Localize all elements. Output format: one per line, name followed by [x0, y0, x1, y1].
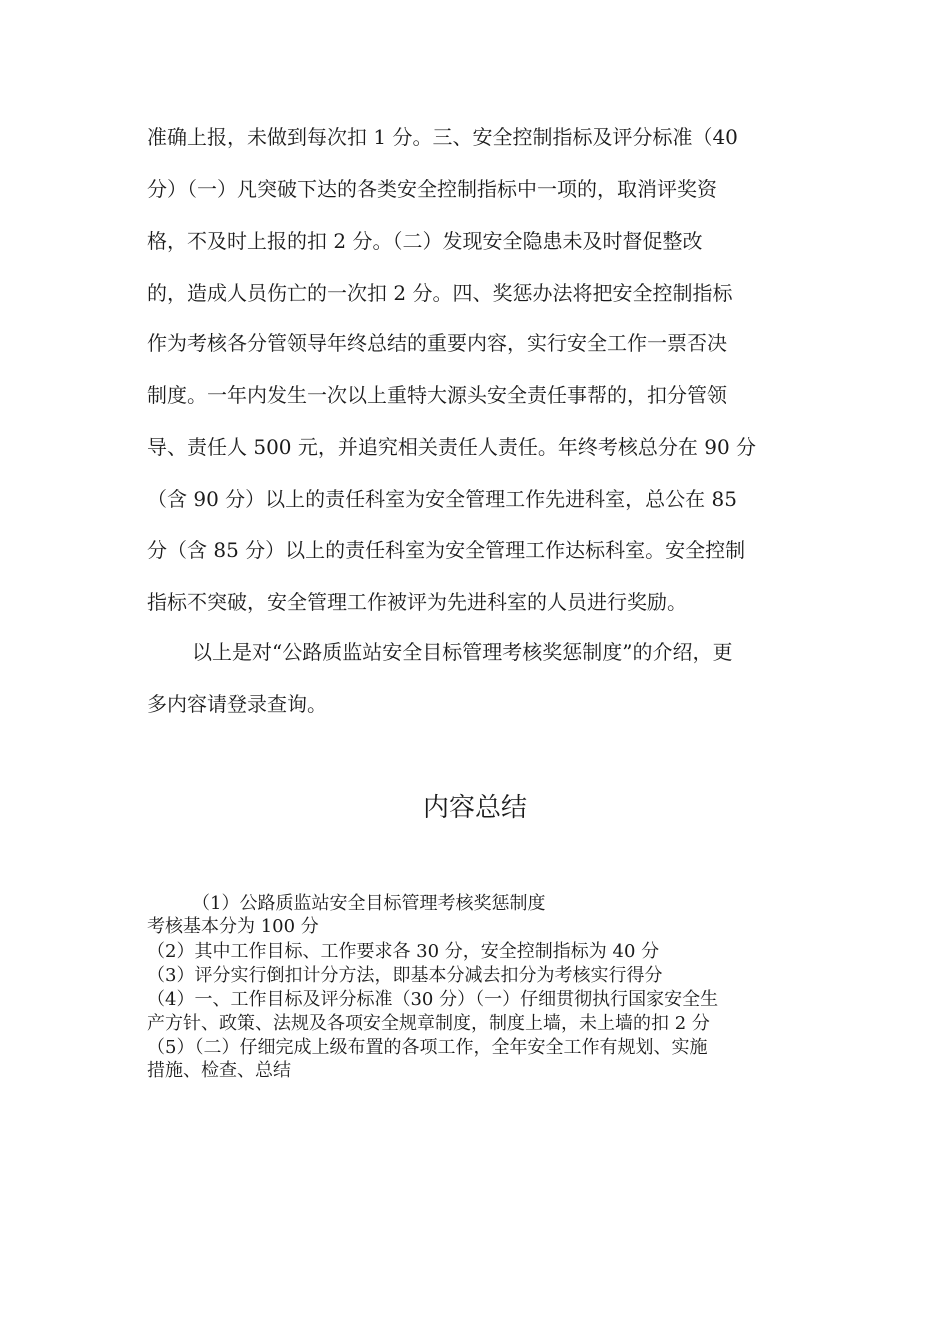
summary-item: （1）公路质监站安全目标管理考核奖惩制度 — [192, 893, 546, 914]
summary-title: 内容总结 — [422, 793, 527, 823]
body-text-line: 导、责任人 500 元，并追究相关责任人责任。年终考核总分在 90 分 — [147, 435, 757, 459]
body-text-line: 格，不及时上报的扣 2 分。（二）发现安全隐患未及时督促整改 — [147, 229, 703, 253]
body-text-line: 准确上报，未做到每次扣 1 分。三、安全控制指标及评分标准（40 — [147, 125, 738, 149]
body-text-line: 指标不突破，安全管理工作被评为先进科室的人员进行奖励。 — [147, 590, 687, 614]
summary-item: （3）评分实行倒扣计分方法，即基本分减去扣分为考核实行得分 — [147, 965, 663, 986]
summary-item: 措施、检查、总结 — [147, 1060, 291, 1081]
body-text-line: 作为考核各分管领导年终总结的重要内容，实行安全工作一票否决 — [147, 331, 727, 355]
summary-item: （2）其中工作目标、工作要求各 30 分，安全控制指标为 40 分 — [147, 941, 660, 962]
body-text-line: （含 90 分）以上的责任科室为安全管理工作先进科室，总公在 85 — [147, 487, 737, 511]
summary-item: （4）一、工作目标及评分标准（30 分）（一）仔细贯彻执行国家安全生 — [147, 989, 719, 1010]
body-text-line: 分）（一）凡突破下达的各类安全控制指标中一项的，取消评奖资 — [147, 177, 717, 201]
closing-paragraph-line: 多内容请登录查询。 — [147, 692, 327, 716]
summary-item: 产方针、政策、法规及各项安全规章制度，制度上墙，未上墙的扣 2 分 — [147, 1013, 710, 1034]
closing-paragraph-line: 以上是对“公路质监站安全目标管理考核奖惩制度”的介绍，更 — [192, 640, 733, 664]
body-text-line: 制度。一年内发生一次以上重特大源头安全责任事帮的，扣分管领 — [147, 383, 727, 407]
body-text-line: 分（含 85 分）以上的责任科室为安全管理工作达标科室。安全控制 — [147, 538, 746, 562]
summary-item: 考核基本分为 100 分 — [147, 916, 319, 937]
body-text-line: 的，造成人员伤亡的一次扣 2 分。四、奖惩办法将把安全控制指标 — [147, 281, 733, 305]
summary-item: （5）（二）仔细完成上级布置的各项工作，全年安全工作有规划、实施 — [147, 1037, 708, 1058]
